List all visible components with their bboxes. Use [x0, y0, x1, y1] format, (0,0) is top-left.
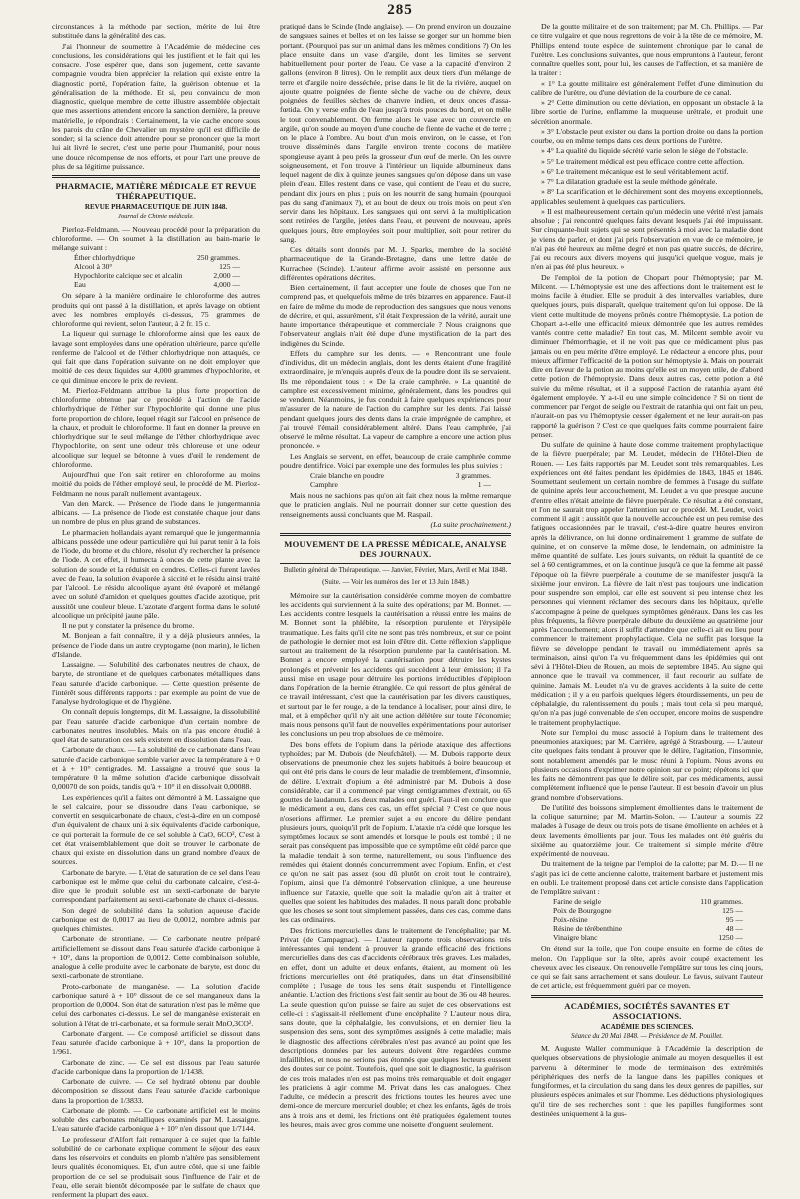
paragraph: » 7° La dilatation graduée est la seule méthode générale.	[531, 177, 763, 186]
paragraph: » 8° La scarification et le déchirement sont des moyens exceptionnels, applicables seulement à quelques cas particuliers.	[531, 187, 763, 206]
column-left	[52, 22, 260, 1117]
paragraph: M. Pierloz-Feldmann attribue la plus forte proportion de chloroforme obtenue par ce procédé à l'action de l'acide chlorhydrique de l'éther sur l'hypochlorite qui donne une plus forte proportion de chlore, lequel réagit sur l'alcool en présence de la chaux, et produit le chloroforme. Il faut en donner la preuve en chlorhydrique sur le seul mélange de l'éther chlorhydrique avec l'hypochlorite, on sent une odeur très chloreuse et une odeur alcoolique sur lequel se bétonne à vues d'œil le rendement de chloroforme.	[52, 386, 260, 469]
paragraph: » 3° L'obstacle peut exister ou dans la portion droite ou dans la portion courbe, ou en même temps dans ces deux portions de l'urètre.	[531, 127, 763, 146]
plaster-row	[531, 906, 763, 915]
paragraph: Mémoire sur la cautérisation considérée comme moyen de combattre les accidents qui surviennent à la suite des opérations; par M. Bonnet. — Les accidents contre lesquels la cautérisation a réussi entre les mains de M. Bonnet sont la phlébite, la résorption purulente et l'érysipèle traumatique. Les faits qu'il cite ne sont pas très nombreux, et sur ce point de pathologie le dernier mot est loin d'être dit. Cette réflexion s'applique surtout au traitement de la résorption purulente par la cautérisation. M. Bonnet a encore employé la cautérisation pour détruire les kystes prolongés et prévenir les accidents qui succèdent à leur émission; il l'a aussi mise en usage pour détruire les portions irréductibles d'épiploon dans l'opération de la hernie étranglée. Ce qui ressort de plus général de ce travail intéressant, c'est que la cautérisation par les divers caustiques, et surtout par le fer rouge, a de la tendance à localiser, pour ainsi dire, le mal, et à empêcher qu'il n'y ait une action délétère sur toute l'économie; mais nous pensons qu'il faut de nouvelles expérimentations pour autoriser les conclusions un peu trop absolues de ce mémoire.	[280, 591, 511, 739]
section-divider	[280, 533, 511, 536]
plaster-row	[531, 915, 763, 924]
recipe-item: Eau	[52, 280, 192, 289]
section-session: Séance du 20 Mai 1848. — Présidence de M. Pouillet.	[531, 1032, 763, 1041]
formula-item: Craie blanche en poudre	[280, 471, 431, 480]
plaster-row	[531, 933, 763, 942]
paragraph: Des frictions mercurielles dans le traitement de l'encéphalite; par M. Privat (de Campagnac). — L'auteur rapporte trois observations très intéressantes qui tendent à prouver la grande efficacité des frictions mercurielles dans des cas d'accidents cérébraux très graves. Les malades, en effet, dont un adulte et deux enfants, étaient, au moment où les frictions mercurielles ont été pratiquées, dans un état d'insensibilité complète ; l'usage de tous les sens était suspendu et l'intelligence anéantie. L'action des frictions s'est fait sentir au bout de 36 ou 48 heures. La seule question qu'on puisse se faire au sujet de ces observations est celle-ci : s'agissait-il réellement d'une encéphalite ? L'auteur nous dira, sans doute, que la céphalalgie, les convulsions, et en dernier lieu la suspension des sens, sont des symptômes assignés à cette maladie; mais le diagnostic des affections cérébrales n'est pas avancé au point que les descriptions données par les auteurs doivent être regardées comme infaillibles, et nous ne serions pas étonnés que quelques lecteurs eussent des doutes sur ce point. Toutefois, quel que soit le diagnostic, la guérison de ces trois malades n'en est pas moins très remarquable et doit engager les praticiens à agir comme M. Privat dans les cas analogues. Chez l'adulte, ce médecin a prescrit des frictions toutes les heures avec une demi-once de mercure mercuriel double; et chez les enfants, âgés de trois ans à trois ans et demi, les frictions ont été pratiquées également toutes les heures, mais avec gros comme une noisette d'onguent seulement.	[280, 926, 511, 1130]
section-source: Journal de Chimie médicale.	[52, 212, 260, 221]
formula-item: Camphre	[280, 480, 431, 489]
section-note: (Suite. — Voir les numéros des 1er et 13 Juin 1848.)	[280, 578, 511, 587]
paragraph: Carbonate de strontiane. — Ce carbonate neutre préparé artificiellement se dissout dans l'eau saturée d'acide carbonique à + 10°, dans la proportion de 0,0012. Cette combinaison soluble, analogue à celle produite avec le carbonate de baryte, est donc du sexti-carbonate de strontiane.	[52, 934, 260, 980]
paragraph: Lassaigne. — Solubilité des carbonates neutres de chaux, de baryte, de strontiane et de quelques carbonates métalliques dans l'eau saturée d'acide carbonique. — Cette question présente de l'intérêt sous différents rapports : par exemple au point de vue de l'analyse hydrologique et de l'hygiène.	[52, 660, 260, 706]
plaster-row	[531, 924, 763, 933]
paragraph: Le professeur d'Alfort fait remarquer à ce sujet que la faible solubilité de ce carbonate explique comment le séjour des eaux dans les réservoirs et conduits en plomb n'altère pas sensiblement leurs qualités économiques. Et, d'un autre côté, que si une faible proportion de ce sel se produisait sous l'influence de l'air et de l'eau, elle serait bientôt décomposée par le sulfate de chaux que renferment la plupart des eaux.	[52, 1135, 260, 1199]
paragraph: Les Anglais se servent, en effet, beaucoup de craie camphrée comme poudre dentifrice. Voici par exemple une des formules les plus suivies :	[280, 452, 511, 471]
plaster-row	[531, 897, 763, 906]
paragraph: Note sur l'emploi du musc associé à l'opium dans le traitement des pneumonies ataxiques; par M. Carrière, agrégé à Strasbourg. — L'auteur cite quelques faits tendant à prouver que le délire, l'agitation, l'insomnie, sont notablement amendés par le musc réuni à l'opium. Nous avons eu plusieurs occasions d'exprimer notre opinion sur ce point; répétons ici que les faits ne démontrent pas que le délire soit, par ces médicaments, aussi complètement influencé que le pense l'auteur. Il est besoin d'avoir un plus grand nombre d'observations.	[531, 728, 763, 802]
recipe-table	[52, 253, 260, 289]
paragraph: Bien certainement, il faut accepter une foule de choses que l'on ne comprend pas, et quelquefois même de très bizarres en apparence. Faut-il en faire de même du mode de reproduction des sangsues que nous venons de décrire, et qui, assurément, s'il était l'expression de la vérité, aurait une haute importance thérapeutique et commerciale ? Nous craignons que l'observateur anglais n'ait été dupe d'une mystification de la part des indigènes du Scinde.	[280, 283, 511, 348]
paragraph: » Il est malheureusement certain qu'un médecin une vérité n'est jamais absolue ; j'ai rencontré quelques faits devant lesquels j'ai été impuissant. Sur cinquante-huit sujets qui se sont présentés à moi avec la maladie dont je viens de parler, et dont j'ai pris l'observation en vue de ce mémoire, je n'ai pas été heureux au même degré et non pas quatre succès, de décrire, j'ai eu recours aux divers moyens qui jusqu'ici quelque vogue, mais je n'en ai pas été plus heureux. »	[531, 207, 763, 272]
recipe-row	[52, 280, 260, 289]
recipe-row	[52, 262, 260, 271]
paragraph: On étend sur la toile, que l'on coupe ensuite en forme de côtes de melon. On l'applique sur la tête, après avoir coupé exactement les cheveux avec les ciseaux. On renouvelle l'emplâtre sur tous les cinq jours, ce qui se fait sans arrachement et sans douleur. Le favus, suivant l'auteur de cet article, est fréquemment guéri par ce moyen.	[531, 944, 763, 990]
formula-row	[280, 471, 511, 480]
plaster-item: Poix de Bourgogne	[531, 906, 668, 915]
recipe-row	[52, 253, 260, 262]
plaster-qty: 95 —	[668, 915, 763, 924]
paragraph: De l'emploi de la potion de Chopart pour l'hémoptysie; par M. Milcent. — L'hémoptysie est une des affections dont le traitement est le moins facile à étudier. Elle se produit à des intervalles variables, dure quelques jours, puis disparaît, quelque traitement qu'on lui oppose. De là vient cette multitude de moyens prônés contre l'hémoptysie. La potion de Chopart a-t-elle une efficacité mieux démontrée que les autres remèdes vantés contre cette maladie? En tout cas, M. Milcent semble avoir vu diminuer l'hémorrhagie, et il ne voit pas que ce médicament plus pas jamais ou en peu mérite d'être employé. Le rédacteur a encore plus, pour mieux affirmer l'efficacité de la potion sur hémoptysie à. Mais on pourrait dire en faveur de la potion au moins qu'elle est un moyen utile, de d'abord cette potion de l'hémoptysie. Dans deux autres cas, cette potion a été suivie du même résultat, et il a supposé l'action de ratanhia ayant été également employée. Y a-t-il eu une simple coïncidence ? Si on tient de commencer par l'ergot de seigle ou l'extrait de ratanhia qui ont fait un peu, n'aurait-on pas vu l'hémoptysie cesser également et ne leur aurait-on pas rapporté la guérison ? C'est ce que quelques faits comme pourraient faire penser.	[531, 273, 763, 440]
plaster-item: Résine de térébenthine	[531, 924, 668, 933]
recipe-row	[52, 271, 260, 280]
plaster-item: Farine de seigle	[531, 897, 668, 906]
paragraph: Il ne put y constater la présence du brome.	[52, 621, 260, 630]
paragraph: Carbonate de chaux. — La solubilité de ce carbonate dans l'eau saturée d'acide carbonique semble varier avec la température à + 0 et à + 10° centigrades. M. Lassaigne a trouvé que sous la température 0 la même solution d'acide carbonique dissolvait 0,00070 de son poids, tandis qu'à + 10° il en dissolvait 0,00088.	[52, 745, 260, 791]
paragraph: J'ai l'honneur de soumettre à l'Académie de médecine ces conclusions, les considérations qui les justifient et le fait qui les consacre. J'ose espérer que, dans son jugement, cette savante compagnie voudra bien apprécier la relation qui existe entre la diagnostic porté, l'opération faite, la guérison obtenue et la généralisation de la méthode. Et si, peu convaincu de mon diagnostic, quelque membre de cette illustre assemblée objectait que mes assertions attendent encore la sanction dernière, la preuve matérielle, je répondrais : Certainement, la vie cache encore sous les parois du crâne de Chevalier un mystère qu'il est difficile de sonder; si la science doit attendre pour se prononcer que la mort lui ait livré le secret, c'est une perte pour l'humanité, pour nous une douce récompense de nos efforts, et pour l'art une preuve de plus de sa légitime puissance.	[52, 42, 260, 172]
paragraph: Pierloz-Feldmann. — Nouveau procédé pour la préparation du chloroforme. — On soumet à la distillation au bain-marie le mélange suivant :	[52, 225, 260, 253]
plaster-qty: 110 grammes.	[668, 897, 763, 906]
plaster-item: Poix-résine	[531, 915, 668, 924]
paragraph: Du sulfate de quinine à haute dose comme traitement prophylactique de la fièvre puerpérale; par M. Leudet, médecin de l'Hôtel-Dieu de Rouen. — Les faits rapportés par M. Leudet sont très remarquables. Les expériences ont été faites pendant les épidémies de 1843, 1845 et 1846. Soumettant seulement un certain nombre de femmes à l'usage du sulfate de quinine après leur accouchement, M. Leudet a vu que presque aucune d'entre elles n'était atteinte de fièvre puerpérale. Ce résultat a été constant, et l'on ne saurait trop appeler l'attention sur ce procédé. M. Leudet, voici comment il agit : aussitôt que la nouvelle accouchée est un peu remise des fatigues occasionnées par le travail, c'est-à-dire quatre heures environ après la délivrance, on lui donne ordinairement 1 gramme de sulfate de quinine, et on conserve la même dose, le lendemain, on administre la même quantité de sulfate. Les jours suivants, on réduit la quantité de ce sel à 60 centigrammes, et on la continue jusqu'à ce que la femme ait passé l'époque où la fièvre puerpérale a coutume de se manifester jusqu'à la sixième jour environ. La fièvre de lait n'est pas toujours une indication pour suspendre son emploi, car elle est souvent si peu intense chez les personnes qui viennent réclamer des secours dans les hôpitaux, qu'elle s'accompagne à peine de quelques symptômes généraux. Dans les cas les plus fréquents, la fièvre puerpérale débute du deuxième au quatrième jour après l'accouchement; alors il suffit d'attendre que celle-ci ait eu lieu pour commencer le traitement prophylactique. Cela ne suffit pas lorsque la fièvre se développe pendant le travail ou immédiatement après sa terminaison, ainsi qu'on l'a vu fréquemment dans les épidémies qui ont sévi à l'Hôtel-Dieu de Rouen, au mois de septembre 1845. Au signe qui annonce que le travail va commencer, il faut recourir au sulfate de quinine. Jamais M. Leudet n'a vu de graves accidents à la suite de cette médication ; il y a eu parfois quelques légers étourdissements, un peu de céphalalgie, du ralentissement du pouls ; mais tout cela si peu marqué, qu'on n'a pas jugé convenable de s'en occuper, encore moins de suspendre le traitement prophylactique.	[531, 440, 763, 727]
plaster-qty: 1250 —	[668, 933, 763, 942]
section-divider	[531, 995, 763, 998]
recipe-qty: 2,000 —	[192, 271, 260, 280]
paragraph: Des bons effets de l'opium dans la période ataxique des affections typhoïdes; par M. Dubois (de Neufchâtel). — M. Dubois rapporte deux observations de pneumonie chez les sujets habitués à boire beaucoup et qui ont été pris dans le cours de leur maladie de tremblement, d'insomnie, de délire. L'extrait d'opium a été administré par M. Dubois à dose considérable, car il a commencé par vingt centigrammes d'extrait, ou 65 gouttes de laudanum. Les deux malades ont guéri. Faut-il en conclure que le médicament a eu, dans ces cas, un effet spécial ? C'est ce que nous n'oserions affirmer. Le premier sujet a eu encore du délire pendant plusieurs jours, quoiqu'il prît de l'opium. L'ataxie n'a cédé que lorsque les symptômes locaux se sont amendés et lorsque le pouls est tombé ; il ne serait pas conséquent pas impossible que ce symptôme eût cédé parce que la maladie tendait à son terme, naturellement, ou sous l'influence des remèdes qui étaient donnés concurremment avec l'opium. Enfin, et c'est ce qu'on ne sait pas assez (sou dû plutôt on croit tout le contraire), l'opium, ainsi que l'a démontré l'observation clinique, a une heureuse influence sur l'ataxie, quelle que soit la maladie qu'on ait à traiter et quelles que soient les habitudes des malades. Il nous paraît donc probable que les choses se sont tout simplement passées, dans ces cas, comme dans les cas ordinaires.	[280, 740, 511, 925]
paragraph: M. Bonjean a fait connaître, il y a déjà plusieurs années, la présence de l'iode dans un autre cryptogame (non marin), le lichen d'Islande.	[52, 631, 260, 659]
column-right	[531, 22, 763, 1117]
recipe-qty: 4,000 —	[192, 280, 260, 289]
recipe-item: Hypochlorite calcique sec et alcalin	[52, 271, 192, 280]
paragraph: » 6° Le traitement mécanique est le seul véritablement actif.	[531, 167, 763, 176]
column-middle	[280, 22, 511, 1117]
section-title: ACADÉMIES, SOCIÉTÉS SAVANTES ET ASSOCIATIONS.	[531, 1001, 763, 1021]
to-be-continued: (La suite prochainement.)	[280, 520, 511, 529]
section-title: MOUVEMENT DE LA PRESSE MÉDICALE, ANALYSE DES JOURNAUX.	[280, 539, 511, 559]
paragraph: On connaît depuis longtemps, dit M. Lassaigne, la dissolubilité par l'eau saturée d'acide carbonique d'un certain nombre de carbonates neutres insolubles. Mais on n'a pas encore étudié à quel état de saturation ces sels existent en dissolution dans l'eau.	[52, 707, 260, 744]
section-subtitle: ACADÉMIE DES SCIENCES.	[531, 1023, 763, 1032]
paragraph: » 4° La qualité du liquide sécrété varie selon le siège de l'obstacle.	[531, 146, 763, 155]
paragraph: Carbonate de zinc. — Ce sel est dissous par l'eau saturée d'acide carbonique dans la proportion de 1/1438.	[52, 1058, 260, 1077]
paragraph: circonstances à la méthode par section, mérite de lui être substituée dans la généralité des cas.	[52, 22, 260, 41]
paragraph: Proto-carbonate de manganèse. — La solution d'acide carbonique saturé à + 10° dissout de ce sel manganeux dans la proportion de 0,0004. Son état de saturation n'est pas le même que celui des carbonates ci-dessus. Le sel de manganèse existerait en solution à l'état de tri-carbonate, et sa formule serait MnO,3CO².	[52, 982, 260, 1028]
paragraph: Ces détails sont donnés par M. J. Sparks, membre de la société pharmaceutique de la Grande-Bretagne, dans une lettre datée de Kurrachee (Scinde). L'auteur affirme avoir assisté en personne aux différentes opérations décrites.	[280, 245, 511, 282]
section-divider	[52, 175, 260, 178]
title-rule	[280, 563, 511, 564]
paragraph: Carbonate de plomb. — Ce carbonate artificiel est le moins soluble des carbonates métalliques examinés par M. Lassaigne. L'eau saturée d'acide carbonique à + 10° n'en dissout que 1/7144.	[52, 1106, 260, 1134]
plaster-table	[531, 897, 763, 942]
plaster-item: Vinaigre blanc	[531, 933, 668, 942]
paragraph: Van den Marck. — Présence de l'iode dans le jungermannia albicans. — La présence de l'iode est constatée chaque jour dans un nombre de plus en plus grand de substances.	[52, 499, 260, 527]
plaster-qty: 125 —	[668, 906, 763, 915]
paragraph: pratiqué dans le Scinde (Inde anglaise). — On prend environ un douzaine de sangsues saines et belles et on les laisse se gorger sur un homme bien portant. (Pourquoi pas sur un animal dans les mêmes conditions ?) On les place ensuite dans un vase d'argile, dont les limites se servent habituellement pour porter de l'eau. Ce vase a la capacité d'environ 2 gallons (environ 8 litres). On le remplit aux deux tiers d'un mélange de terre et d'argile noire desséchée, prise dans le lit de la rivière, auquel on ajoute quatre poignées de fiente sèche de vache ou de chèvre, deux poignées de feuilles sèches de chanvre indien, et deux onces d'assa-fœtida. On y verse enfin de l'eau jusqu'à trois pouces du bord, et on mêle le tout convenablement. On ferme alors le vase avec un couvercle en argile, qu'on soude au moyen d'une couche de fiente de vache et de terre ; on le place à l'ombre. Au bout d'un mois environ, on le casse, et l'on trouve disséminés dans l'argile environ trente cocons de matière spongieuse ayant à peu près la grosseur d'un œuf de merle. On les ouvre soigneusement, et l'on trouve à l'intérieur un liquide albumineux dans lequel nagent de dix à quinze jeunes sangsues qu'on dépose dans un vase plein d'eau. Elles restent dans ce vase, qui contient de l'eau et du sucre, pendant dix jours en plus ; puis on les nourrit de sang humain (pourquoi pas du sang d'animaux ?), et au bout de deux ou trois mois on peut s'en servir dans les hôpitaux. Les sangsues qui ont servi à la multiplication sont retirées de l'argile, jetées dans l'eau, et peuvent de nouveau, après quelques jours, être employées soit pour multiplier, soit pour retirer du sang.	[280, 22, 511, 244]
section-subtitle: Bulletin général de Thérapeutique. — Janvier, Février, Mars, Avril et Mai 1848.	[280, 566, 511, 575]
paragraph: Carbonate d'argent. — Ce composé artificiel se dissout dans l'eau saturée d'acide carbonique à + 10°, dans la proportion de 1/961.	[52, 1029, 260, 1057]
paragraph: » 2° Cette diminution ou cette déviation, en opposant un obstacle à la libre sortie de l'urine, enflamme la muqueuse urétrale, et produit une sécrétion anormale.	[531, 98, 763, 126]
paragraph: « 1° La goutte militaire est généralement l'effet d'une diminution du calibre de l'urètre, ou d'une déviation de la courbure de ce canal.	[531, 79, 763, 98]
recipe-qty: 125 —	[192, 262, 260, 271]
paragraph: Les expériences qu'il a faites ont démontré à M. Lassaigne que le sel calcaire, pour se dissoudre dans l'eau carbonique, se convertit en sesquicarbonate de chaux, c'est-à-dire en un composé d'un équivalent de chaux uni à six équivalents d'acide carbonique, ce qui porterait la formule de ce sel soluble à CaO, 6CO², C'est à cet état vraisemblablement que doit se trouver le carbonate de chaux qui existe en dissolution dans un grand nombre d'eaux de sources.	[52, 793, 260, 867]
section-subtitle: REVUE PHARMACEUTIQUE DE JUIN 1848.	[52, 203, 260, 212]
paragraph: Son degré de solubilité dans la solution aqueuse d'acide carbonique est de 0,0017 au lieu de 0,0012, nombre admis par quelques chimistes.	[52, 906, 260, 934]
section-title: PHARMACIE, MATIÈRE MÉDICALE ET REVUE THÉRAPEUTIQUE.	[52, 181, 260, 201]
plaster-qty: 48 —	[668, 924, 763, 933]
formula-row	[280, 480, 511, 489]
recipe-item: Éther chlorhydrique	[52, 253, 192, 262]
paragraph: Du traitement de la teigne par l'emploi de la calotte; par M. D.— Il ne s'agit pas ici de cette ancienne calotte, traitement barbare et justement mis en oubli. Le traitement proposé dans cet article consiste dans l'application de l'emplâtre suivant :	[531, 859, 763, 896]
paragraph: On sépare à la manière ordinaire le chloroforme des autres produits qui ont passé à la distillation, et après lavage on obtient avec les nombres employés ci-dessus, 75 grammes de chloroforme qui revient, selon l'auteur, à 2 fr. 15 c.	[52, 291, 260, 328]
paragraph: Effets du camphre sur les dents. — « Rencontrant une foule d'individus, dit un médecin anglais, dont les dents étaient d'une fragilité extraordinaire, je m'enquis auprès d'eux de la poudre dont ils se servaient. Ils me répondaient tous : « De la craie camphrée. » La quantité de camphre est excessivement minime, généralement, dans les poudres qui se vendent. Néanmoins, je fus conduit à faire quelques expériences pour m'assurer de la nature de l'action du camphre sur les dents. J'ai laissé pendant quelques jours des dents dans la craie imprégnée de camphre, et j'ai trouvé l'émail considérablement altéré. Dans l'eau camphrée, j'ai observé le même résultat. La vapeur de camphre a encore une action plus prononcée. »	[280, 349, 511, 451]
recipe-qty: 250 grammes.	[192, 253, 260, 262]
paragraph: De la goutte militaire et de son traitement; par M. Ch. Phillips. — Par ce titre vulgaire et que nous regrettons de voir à la tête de ce mémoire, M. Phillips entend toute espèce de suintement chronique par le canal de l'urètre. Les conclusions suivantes, que nous empruntons à l'auteur, feront connaître quelles sont, pour lui, les causes de l'affection, et sa manière de la traiter :	[531, 22, 763, 78]
paragraph: Le pharmacien hollandais ayant remarqué que le jungermannia albicans possède une odeur particulière qui lui parut tenir à la fois de l'iode, du brome et du chlore, résolut d'y rechercher la présence de l'iode. A cet effet, il humecta à onces de cette plante avec la solution de soude et la réduisit en cendres. Celles-ci furent lavées avec de l'eau, la solution évaporée à siccité et le résidu ainsi traité par l'alcool. Le résidu alcoolique ayant été évaporé et mélangé avec un soluté d'amidon et quelques gouttes d'acide azotique, prit aussitôt une couleur bleue. L'azotate d'argent forma dans le soluté alcoolique un précipité jaune pâle.	[52, 528, 260, 621]
paragraph: » 5° Le traitement médical est peu efficace contre cette affection.	[531, 157, 763, 166]
formula-qty: 1 —	[431, 480, 511, 489]
paragraph: Carbonate de baryte. — L'état de saturation de ce sel dans l'eau carbonique est le même que celui du carbonate calcaire, c'est-à-dire que le produit soluble est un sexti-carbonate de baryte correspondant parfaitement au sexti-carbonate de chaux ci-dessus.	[52, 868, 260, 905]
page-number: 285	[0, 2, 800, 19]
paragraph: Mais nous ne sachions pas qu'on ait fait chez nous la même remarque que le praticien anglais. Nul ne pourrait donner sur cette question des renseignements aussi concluants que M. Raspail.	[280, 491, 511, 519]
paragraph: M. Auguste Waller communique à l'Académie la description de quelques observations de physiologie animale au moyen desquelles il est parvenu à déterminer le mode de terminaison des extrémités périphériques des nerfs de la langue dans les papilles coniques et fungiformes, et la circulation du sang dans les deux genres de papilles, sur plusieurs espèces animales et sur l'homme. Les déductions physiologiques qu'il tire de ses recherches sont : que les papilles fungiformes sont destinées uniquement à la gus-	[531, 1044, 763, 1118]
formula-table	[280, 471, 511, 489]
paragraph: La liqueur qui surnage le chloroforme ainsi que les eaux de lavage sont employées dans une opération ultérieure, parce qu'elle renferme de l'alcool et de l'éther chlorhydrique non attaqués, ce qui fait que dans l'opération suivante on ne doit employer que moitié de ces deux liquides sur 4,000 grammes d'hypochlorite, et ce qui diminue encore le prix de revient.	[52, 329, 260, 385]
recipe-item: Alcool à 30°	[52, 262, 192, 271]
paragraph: De l'utilité des boissons simplement émollientes dans le traitement de la colique saturnine; par M. Martin-Solon. — L'auteur a soumis 22 malades à l'usage de deux ou trois pots de tisane émolliente en achées et à deux lavements émollients par jour. Tous les malades ont été guéris du sixième au quatorzième jour. Ce traitement si simple mérite d'être expérimenté de nouveau.	[531, 803, 763, 859]
formula-qty: 3 grammes.	[431, 471, 511, 480]
paragraph: Aujourd'hui que l'on sait retirer en chloroforme au moins moitié du poids de l'éther employé seul, le procédé de M. Pierloz-Feldmann ne nous paraît nullement avantageux.	[52, 470, 260, 498]
paragraph: Carbonate de cuivre. — Ce sel hydraté obtenu par double décomposition se dissout dans l'eau saturée d'acide carbonique dans la proportion de 1/3833.	[52, 1077, 260, 1105]
